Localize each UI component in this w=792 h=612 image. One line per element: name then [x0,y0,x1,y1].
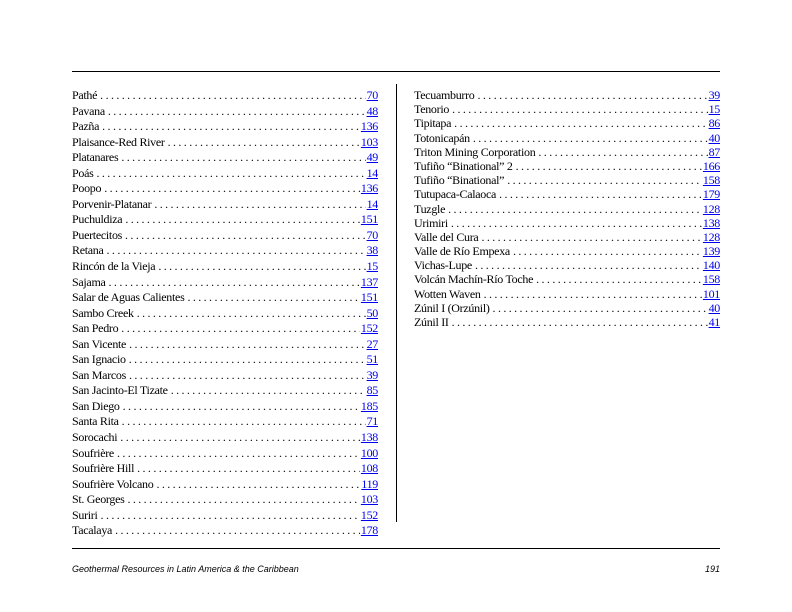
dot-leader [478,88,708,102]
entry-name: Retana [72,243,104,258]
page-link[interactable]: 128 [702,229,720,244]
entry-name: Sambo Creek [72,305,134,320]
dot-leader [109,275,360,289]
page-link[interactable]: 71 [366,414,378,429]
page-link[interactable]: 158 [702,173,720,188]
entry-name: Soufrière Volcano [72,476,154,491]
page-link[interactable]: 140 [702,258,720,273]
index-entry [414,202,720,216]
entry-name: Tufiño “Binational” [414,173,505,188]
index-entry [414,258,720,272]
dot-leader [481,230,701,244]
entry-name: San Pedro [72,321,119,336]
dot-leader [454,116,707,130]
dot-leader [187,290,359,304]
entry-name: Soufrière [72,445,114,460]
index-entry [72,352,378,368]
entry-name: Pavana [72,103,105,118]
entry-name: Plaisance-Red River [72,134,165,149]
index-entry [72,492,378,508]
page-link[interactable]: 100 [360,445,378,460]
top-rule [72,71,720,72]
index-entry [414,301,720,315]
dot-leader [100,88,365,102]
dot-leader [513,244,702,258]
index-entry [72,523,378,539]
index-entry [72,368,378,384]
index-entry [72,197,378,213]
entry-name: San Marcos [72,367,126,382]
index-entry [414,244,720,258]
entry-name: Salar de Aguas Calientes [72,290,185,305]
page-link[interactable]: 38 [366,243,378,258]
index-entry [72,135,378,151]
entry-name: Totonicapán [414,130,470,145]
page-link[interactable]: 50 [366,305,378,320]
index-entry [72,166,378,182]
page-link[interactable]: 151 [360,290,378,305]
dot-leader [101,508,360,522]
dot-leader [137,461,360,475]
index-entry [72,228,378,244]
dot-leader [493,301,708,315]
page-link[interactable]: 166 [702,158,720,173]
page-link[interactable]: 40 [708,130,720,145]
page-link[interactable]: 85 [366,383,378,398]
entry-name: Wotten Waven [414,286,481,301]
entry-name: San Ignacio [72,352,126,367]
bottom-rule [72,548,720,549]
entry-name: Sajama [72,274,106,289]
index-entry [72,414,378,430]
index-entry [414,216,720,230]
dot-leader [484,287,702,301]
index-entry [414,187,720,201]
dot-leader [451,216,702,230]
page-link[interactable]: 40 [708,300,720,315]
page-link[interactable]: 70 [366,227,378,242]
dot-leader [452,102,708,116]
dot-leader [129,352,366,366]
dot-leader [121,321,360,335]
dot-leader [122,414,366,428]
index-entry [72,104,378,120]
index-entry [72,275,378,291]
dot-leader [156,477,360,491]
page-link[interactable]: 108 [360,461,378,476]
entry-name: Triton Mining Corporation [414,144,536,159]
entry-name: Tutupaca-Calaoca [414,187,497,202]
index-entry [414,230,720,244]
entry-name: Tecuamburro [414,88,475,102]
dot-leader [117,446,360,460]
entry-name: Puertecitos [72,227,123,242]
index-entry [72,337,378,353]
dot-leader [516,159,702,173]
dot-leader [120,430,360,444]
entry-name: San Vicente [72,336,127,351]
page-link[interactable]: 179 [702,187,720,202]
entry-name: Vichas-Lupe [414,258,472,273]
index-entry [72,150,378,166]
entry-name: Pazña [72,119,100,134]
index-entry [414,88,720,102]
entry-name: Soufrière Hill [72,461,135,476]
entry-name: Tipitapa [414,116,452,131]
entry-name: Porvenir-Platanar [72,196,152,211]
page-link[interactable]: 136 [360,119,378,134]
entry-name: St. Georges [72,492,125,507]
page-link[interactable]: 152 [360,507,378,522]
page-link[interactable]: 41 [708,315,720,329]
page-link[interactable]: 138 [360,430,378,445]
entry-name: Puchuldiza [72,212,123,227]
footer-page-number: 191 [704,564,720,574]
page-link[interactable]: 139 [702,244,720,259]
index-entry [414,102,720,116]
page-link[interactable]: 103 [360,492,378,507]
dot-leader [452,315,708,329]
page-link[interactable]: 86 [708,116,720,131]
index-entry [72,259,378,275]
dot-leader [127,492,359,506]
index-entry [72,399,378,415]
entry-name: Sorocachi [72,430,118,445]
entry-name: Santa Rita [72,414,119,429]
index-entry [414,116,720,130]
index-entry [414,145,720,159]
entry-name: Platanares [72,150,119,165]
page-link[interactable]: 70 [366,88,378,102]
page-link[interactable]: 27 [366,336,378,351]
entry-name: Poás [72,165,94,180]
entry-name: Zúnil II [414,315,449,329]
page-link[interactable]: 51 [366,352,378,367]
entry-name: Tuzgle [414,201,446,216]
dot-leader [96,166,365,180]
dot-leader [129,368,366,382]
page-link[interactable]: 101 [702,286,720,301]
dot-leader [108,104,366,118]
index-entry [72,212,378,228]
dot-leader [129,337,366,351]
page-link[interactable]: 15 [366,259,378,274]
footer-title: Geothermal Resources in Latin America & the Caribbean [72,564,299,574]
dot-leader [507,173,702,187]
index-entry [72,321,378,337]
dot-leader [125,212,360,226]
entry-name: Volcán Machín-Río Toche [414,272,534,287]
entry-name: Zúnil I (Orzúnil) [414,300,490,315]
dot-leader [473,131,708,145]
index-entry [72,430,378,446]
page-link[interactable]: 178 [360,523,378,538]
index-entry [72,88,378,104]
entry-name: Tacalaya [72,523,113,538]
page-link[interactable]: 151 [360,212,378,227]
dot-leader [107,243,366,257]
index-entry [72,508,378,524]
page-link[interactable]: 128 [702,201,720,216]
entry-name: Pathé [72,88,98,102]
page-link[interactable]: 39 [708,88,720,102]
entry-name: Tenorio [414,102,450,117]
dot-leader [499,187,702,201]
index-entry [414,159,720,173]
dot-leader [104,181,360,195]
dot-leader [536,272,702,286]
page-link[interactable]: 15 [708,102,720,117]
entry-name: Valle del Cura [414,229,479,244]
page-link[interactable]: 87 [708,144,720,159]
page-link[interactable]: 103 [360,134,378,149]
dot-leader [102,119,360,133]
index-entry [72,290,378,306]
dot-leader [475,258,702,272]
index-entry [414,173,720,187]
index-entry [72,477,378,493]
dot-leader [125,228,366,242]
dot-leader [171,383,366,397]
page-link[interactable]: 138 [702,215,720,230]
index-entry [414,272,720,286]
dot-leader [123,399,360,413]
entry-name: San Jacinto-El Tizate [72,383,168,398]
dot-leader [121,150,365,164]
page-link[interactable]: 48 [366,103,378,118]
dot-leader [154,197,365,211]
entry-name: Suriri [72,507,98,522]
dot-leader [448,202,702,216]
entry-name: San Diego [72,398,120,413]
dot-leader [168,135,360,149]
index-entry [72,181,378,197]
page-link[interactable]: 136 [360,181,378,196]
page-link[interactable]: 158 [702,272,720,287]
index-entry [72,461,378,477]
index-entry [72,446,378,462]
page-link[interactable]: 14 [366,165,378,180]
index-right-column [414,88,720,329]
index-entry [414,315,720,329]
index-entry [72,119,378,135]
page-link[interactable]: 185 [360,398,378,413]
column-divider [396,84,397,522]
page-link[interactable]: 152 [360,321,378,336]
page-link[interactable]: 39 [366,367,378,382]
page-link[interactable]: 14 [366,196,378,211]
page-link[interactable]: 137 [360,274,378,289]
index-entry [414,131,720,145]
index-entry [72,306,378,322]
entry-name: Urimiri [414,215,448,230]
index-entry [72,243,378,259]
entry-name: Tufiño “Binational” 2 [414,158,513,173]
dot-leader [137,306,366,320]
entry-name: Poopo [72,181,102,196]
entry-name: Valle de Río Empexa [414,244,510,259]
page-link[interactable]: 49 [366,150,378,165]
dot-leader [538,145,707,159]
page-link[interactable]: 119 [361,476,378,491]
dot-leader [158,259,365,273]
dot-leader [115,523,360,537]
entry-name: Rincón de la Vieja [72,259,156,274]
index-entry [72,383,378,399]
index-entry [414,287,720,301]
index-left-column [72,88,378,539]
